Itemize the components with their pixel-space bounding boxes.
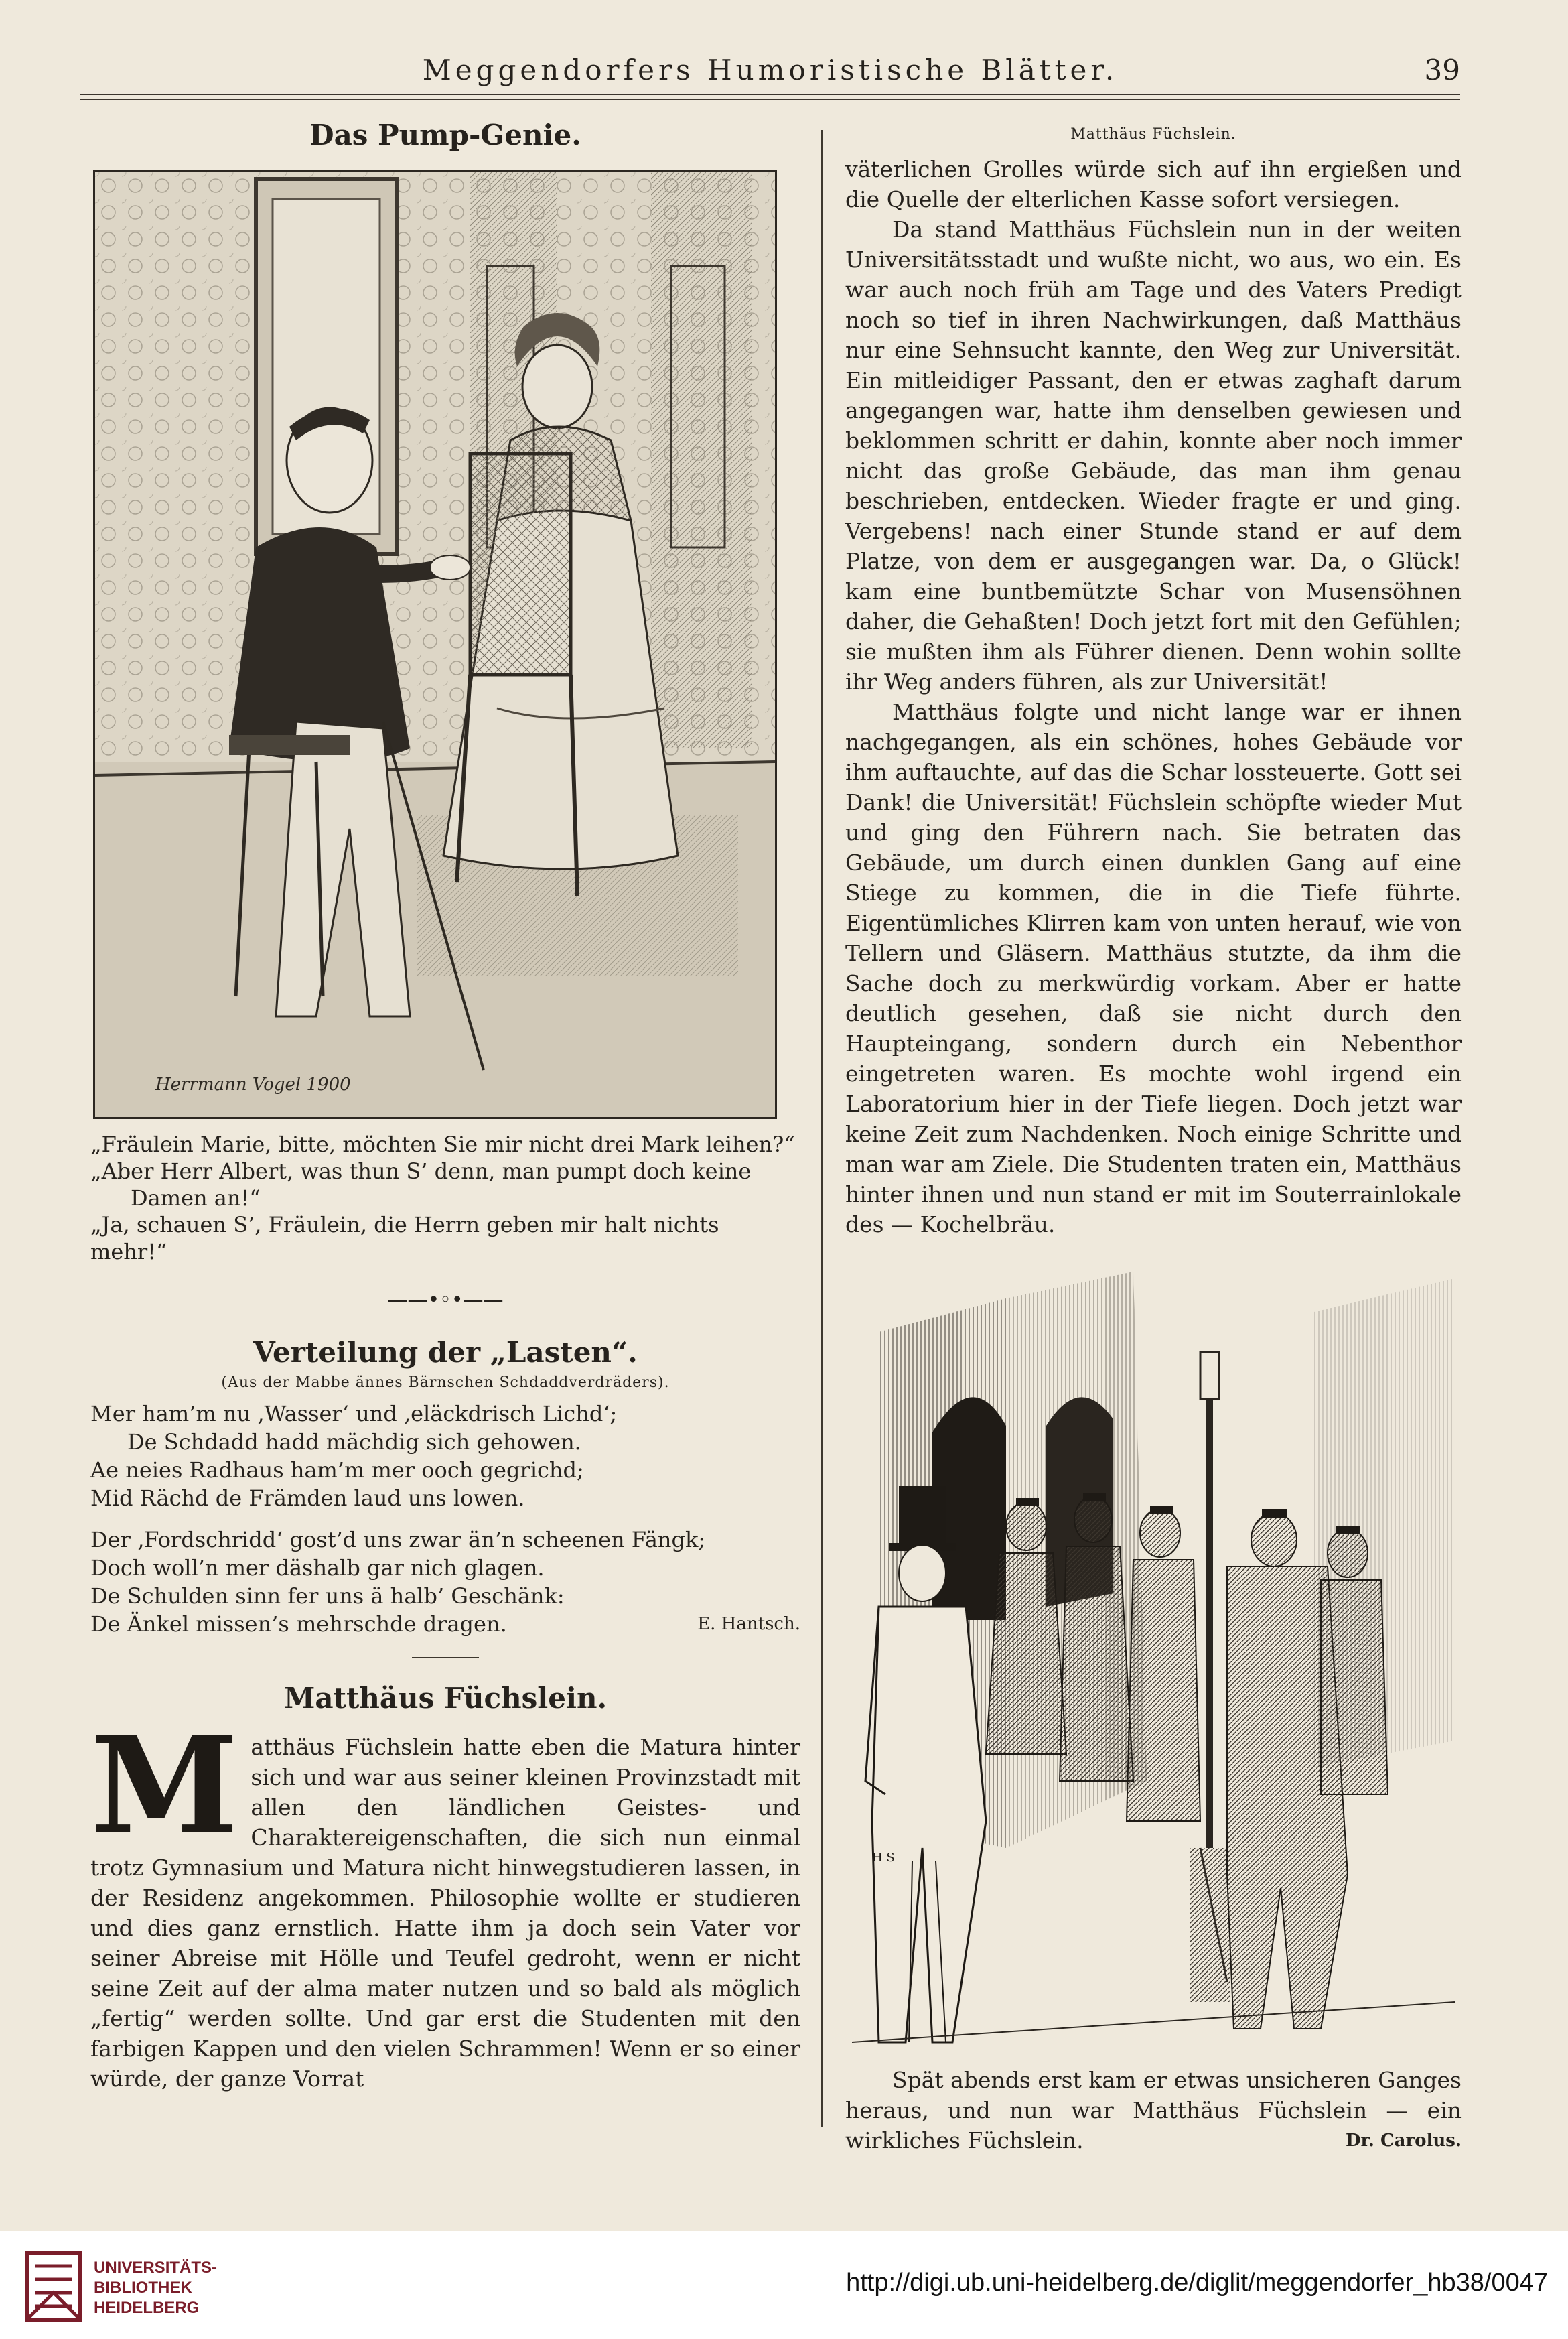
section-title-pump-genie: Das Pump-Genie. [309, 119, 581, 151]
source-url-link[interactable]: http://digi.ub.uni-heidelberg.de/diglit/meggendorfer_hb38/0047 [846, 2269, 1548, 2297]
library-name [94, 2258, 217, 2318]
library-footer [0, 2231, 1568, 2339]
illustration-signature: Herrmann Vogel 1900 [155, 1075, 351, 1095]
matthaeus-paragraph-2: Da stand Matthäus Füchslein nun in der weiten Universitätsstadt und wußte nicht, wo aus, wo ein. Es war auch noch früh am Tage und des Vaters Predigt noch so tief in ihren Nachwirkungen, daß Matthäus nur eine Sehnsucht kannte, den Weg zur Universität. Ein mitleidiger Passant, den er etwas zaghaft darum angegangen war, hatte ihm denselben gewiesen und beklommen schritt er dahin, konnte aber noch immer nicht das große Gebäude, das man ihm genau beschrieben, entdecken. Wieder fragte er und ging. Vergebens! nach einer Stunde stand er auf dem Platze, von dem er ausgegangen war. Da, o Glück! kam eine buntbemützte Schar von Musensöhnen daher, die Gehaßten! Doch jetzt fort mit den Gefühlen; sie mußten ihm als Führer dienen. Denn wohin sollte ihr Weg anders führen, als zur Universität! [845, 216, 1462, 695]
matthaeus-text-start: atthäus Füchslein hatte eben die Matura hinter sich und war aus seiner kleinen Provinzstadt mit allen den ländlichen Geistes- und Charaktereigenschaften, die sich nun einmal trotz Gymnasium und Matura nicht hinwegstudieren lassen, in der Residenz angekommen. Philosophie wollte er studieren und dies ganz ernstlich. Hatte ihm ja doch sein Vater vor seiner Abreise mit Hölle und Teufel gedroht, wenn er nicht seine Zeit auf der alma mater nutzen und so bald als möglich „fertig“ werden sollte. Und gar erst die Studenten mit den farbigen Kappen und den vielen Schrammen! Wenn er so einer würde, der ganze Vorrat [90, 1734, 800, 2092]
header-rule-bottom [80, 99, 1460, 100]
section-rule [412, 1657, 479, 1658]
library-name-line-2: BIBLIOTHEK [94, 2279, 192, 2297]
section-title-matthaeus: Matthäus Füchslein. [283, 1682, 608, 1715]
illustration-students [852, 1272, 1455, 2056]
caption-line-4: „Ja, schauen S’, Fräulein, die Herrn geben mir halt nichts mehr!“ [90, 1212, 719, 1264]
poem [90, 1400, 800, 1638]
poem-line: Mid Rächd de Främden laud uns lowen. [90, 1485, 525, 1511]
poem-line: De Schdadd hadd mächdig sich gehowen. [127, 1429, 581, 1455]
left-column [90, 115, 800, 2094]
page-header [80, 48, 1460, 102]
poem-line: De Schulden sinn fer uns ä halb’ Geschänk: [90, 1583, 565, 1609]
illustration-pump-genie [93, 170, 777, 1119]
matthaeus-paragraph-cont: väterlichen Grolles würde sich auf ihn ergießen und die Quelle der elterlichen Kasse sofort versiegen. [845, 156, 1462, 212]
caption-line-3: Damen an!“ [131, 1185, 261, 1211]
heidelberg-library-logo-icon [20, 2246, 87, 2326]
illustration-initials: H S [872, 1851, 895, 1865]
poem-line: Doch woll’n mer däshalb gar nich glagen. [90, 1555, 545, 1581]
header-title: Meggendorfers Humoristische Blätter. [422, 54, 1119, 86]
library-name-line-1: UNIVERSITÄTS- [94, 2259, 218, 2277]
matthaeus-paragraph-3: Matthäus folgte und nicht lange war er ihnen nachgegangen, als ein schönes, hohes Gebäude vor ihm auftauchte, auf das die Schar lossteuerte. Gott sei Dank! die Universität! Füchslein schöpfte wieder Mut und ging den Führern nach. Sie betraten das Gebäude, um durch einen dunklen Gang auf eine Stiege zu kommen, die in die Tiefe führte. Eigentümliches Klirren kam von unten herauf, wie von Tellern und Gläsern. Matthäus stutzte, da ihm die Sache doch zu merkwürdig vorkam. Aber er hatte deutlich gesehen, daß sie nicht durch den Haupteingang, sondern durch ein Nebenthor eingetreten waren. Es mochte wohl irgend ein Laboratorium hier in der Tiefe liegen. Doch jetzt war keine Zeit zum Nachdenken. Noch einige Schritte und man war am Ziele. Die Studenten traten ein, Matthäus hinter ihnen und nun stand er mit im Souterrainlokale des — Kochelbräu. [845, 699, 1462, 1238]
poem-stanza-1 [90, 1400, 800, 1512]
right-column [845, 125, 1462, 2156]
poem-author: E. Hantsch. [697, 1614, 800, 1634]
section-ornament: ——•◦•—— [387, 1288, 504, 1312]
library-name-line-3: HEIDELBERG [94, 2299, 200, 2317]
running-head: Matthäus Füchslein. [1070, 126, 1236, 143]
page-number: 39 [1424, 54, 1460, 86]
pump-genie-drawing [95, 172, 775, 1117]
poem-line: Mer ham’m nu ‚Wasser‘ und ‚eläckdrisch Lichd‘; [90, 1401, 618, 1426]
poem-line: Der ‚Fordschridd‘ gost’d uns zwar än’n scheenen Fängk; [90, 1527, 706, 1552]
caption-line-1: „Fräulein Marie, bitte, möchten Sie mir nicht drei Mark leihen?“ [90, 1132, 795, 1157]
caption-line-2: „Aber Herr Albert, was thun S’ denn, man pumpt doch keine [90, 1158, 752, 1184]
header-rule-top [80, 94, 1460, 95]
poem-line: Ae neies Radhaus ham’m mer ooch gegrichd; [90, 1457, 584, 1483]
drop-cap: M [90, 1707, 239, 1865]
section-title-verteilung: Verteilung der „Lasten“. [253, 1336, 638, 1369]
matthaeus-paragraph-4: Spät abends erst kam er etwas unsicheren Ganges heraus, und nun war Matthäus Füchslein — ein wirkliches Füchslein. [845, 2067, 1462, 2153]
column-divider [821, 130, 823, 2127]
matthaeus-paragraph-1 [90, 1707, 800, 2094]
pump-genie-caption [90, 1131, 800, 1265]
poem-line: De Änkel missen’s mehrschde dragen. [90, 1611, 507, 1637]
section-subtitle-verteilung: (Aus der Mabbe ännes Bärnschen Schdaddverdräders). [221, 1374, 670, 1391]
author-signature: Dr. Carolus. [1345, 2131, 1462, 2151]
students-drawing [852, 1272, 1455, 2056]
